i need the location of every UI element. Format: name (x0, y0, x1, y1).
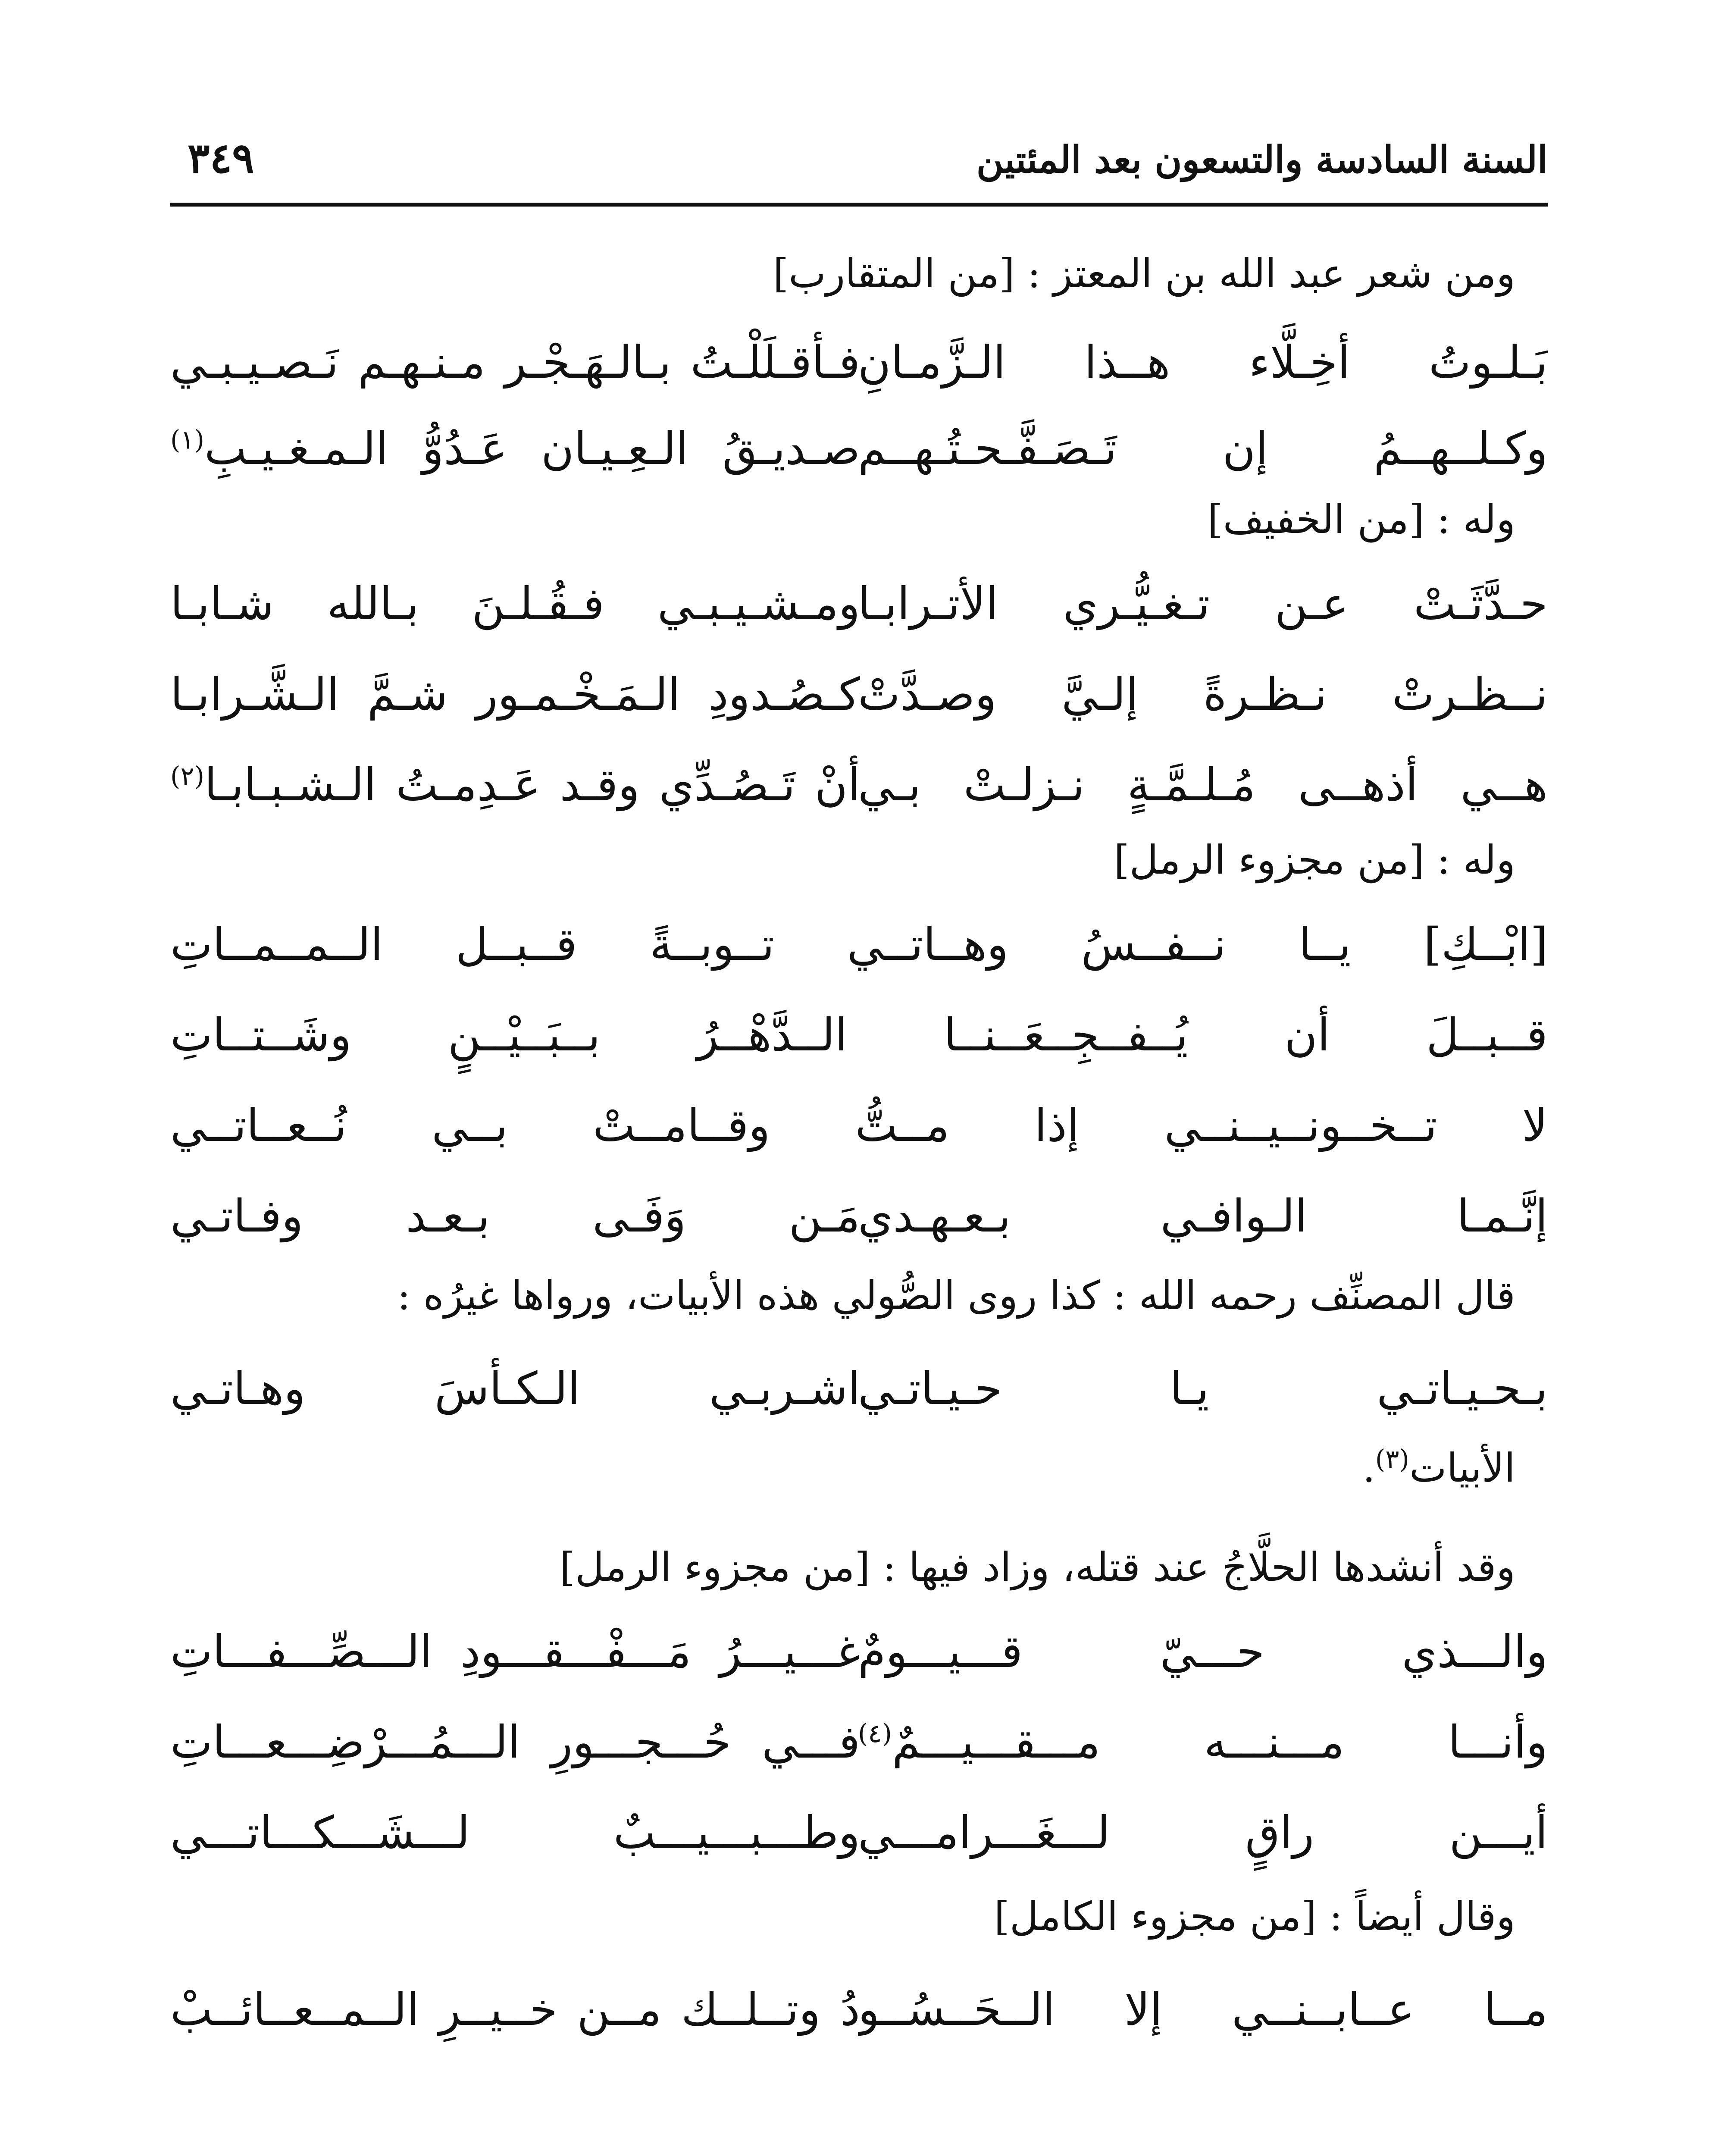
second-hemistich: اشـربـي الـكـأسَ وهـاتـي (170, 1362, 860, 1415)
verse (170, 1345, 1548, 1432)
first-hemistich: هــي أذهــى مُـلـمَّـةٍ نـزلـتْ بـي (858, 758, 1548, 811)
intro-line: وله : [من الخفيف] (1207, 496, 1515, 542)
first-hemistich: بـحـيـاتـي يـا حـيـاتـي (858, 1362, 1548, 1415)
verse-line: قــبــلَ أن يُــفــجِــعَــنــا الــدَّهْــرُ بــبَــيْــنٍ وشَــتــاتِ (170, 1009, 1548, 1061)
verse (170, 1789, 1548, 1876)
footnote-marker: (٣) (1375, 1444, 1409, 1475)
intro-line: وله : [من مجزوء الرمل] (1114, 837, 1515, 883)
page-number: ٣٤٩ (188, 134, 254, 182)
first-hemistich: إنَّـمـا الـوافـي بـعـهـدي (858, 1190, 1548, 1242)
first-hemistich: أيـــن راقٍ لـــغَـــرامـــي (858, 1806, 1548, 1859)
intro-line: وقال أيضاً : [من مجزوء الكامل] (994, 1893, 1515, 1940)
second-hemistich (170, 742, 860, 828)
second-hemistich: مَـن وَفَـى بـعـد وفـاتـي (170, 1190, 860, 1242)
verse (170, 405, 1548, 492)
second-hemistich: غـــيـــرُ مَـــفْـــقـــودِ الـــصِّـــفـــاتِ (170, 1625, 860, 1678)
second-hemistich: فـأقـلَلْـتُ بـالـهَـجْـر مـنـهـم نَـصـيـبـي (170, 336, 860, 389)
verse (170, 901, 1548, 987)
verse (170, 1173, 1548, 1259)
second-hemistich: فـــي حُـــجـــورِ الـــمُـــرْضِـــعـــاتِ (170, 1716, 860, 1768)
verse (170, 1699, 1548, 1785)
verse (170, 561, 1548, 647)
second-hemistich: كـصُـدودِ الـمَـخْـمـور شـمَّ الـشَّـرابـا (170, 668, 860, 721)
verse-line: لا تــخــونــيــنــي إذا مــتُّ وقــامــتْ بــي نُــعــاتــي (170, 1099, 1548, 1152)
intro-line: وقد أنشدها الحلَّاجُ عند قتله، وزاد فيها : [من مجزوء الرمل] (560, 1544, 1515, 1590)
second-hemistich (170, 405, 860, 492)
second-hemistich: وطـــبـــيـــبٌ لـــشَـــكـــاتـــي (170, 1806, 860, 1859)
hemistich-text: وأنـــا مـــنـــه مـــقـــيـــمٌ (892, 1716, 1548, 1768)
verse (170, 992, 1548, 1078)
verse (170, 1082, 1548, 1169)
footnote-marker: (٤) (858, 1718, 892, 1749)
variant-end (170, 1436, 1515, 1501)
verse (170, 319, 1548, 405)
first-hemistich: والـــذي حـــيّ قـــيـــومٌ (858, 1625, 1548, 1678)
second-hemistich: دُ وتــلــك مــن خــيــرِ الــمــعــائــبْ (170, 1983, 860, 2036)
footnote-marker: (١) (170, 425, 205, 455)
footnote-marker: (٢) (170, 761, 205, 792)
verse (170, 742, 1548, 828)
hemistich-text: صـديـقُ الـعِـيـان عَـدُوُّ الـمـغـيـبِ (204, 422, 860, 475)
first-hemistich: مــا عــابــنــي إلا الــحَــسُــو (858, 1983, 1548, 2036)
verse (170, 651, 1548, 737)
intro-line: ومن شعر عبد الله بن المعتز : [من المتقارب] (773, 251, 1515, 297)
verse-line: [ابْــكِ] يــا نــفــسُ وهــاتــي تــوبــةً قــبــل الــمــمــاتِ (170, 918, 1548, 971)
running-title: السنة السادسة والتسعون بعد المئتين (976, 138, 1548, 182)
author-note: قال المصنِّف رحمه الله : كذا روى الصُّولي هذه الأبيات، ورواها غيرُه : (397, 1272, 1515, 1319)
first-hemistich: نــظـرتْ نـظـرةً إلـيَّ وصـدَّتْ (858, 668, 1548, 721)
hemistich-text: أنْ تَـصُـدِّي وقـد عَـدِمـتُ الـشـبـابـا (204, 758, 860, 811)
verse (170, 1966, 1548, 2053)
first-hemistich: وكـلــهــمُ إن تَـصَـفَّـحـتُـهــم (858, 422, 1548, 475)
first-hemistich: بَـلـوتُ أخِـلَّاء هــذا الـزَّمـانِ (858, 336, 1548, 389)
second-hemistich: ومـشـيـبـي فـقُـلـنَ بـالله شـابـا (170, 577, 860, 630)
first-hemistich (858, 1699, 1548, 1785)
running-header (170, 129, 1548, 207)
variant-end-text: الأبيات (1409, 1445, 1515, 1491)
verse (170, 1608, 1548, 1695)
first-hemistich: حـدَّثَـتْ عـن تـغـيُّـري الأتـرابـا (858, 577, 1548, 630)
period: . (1362, 1445, 1375, 1491)
